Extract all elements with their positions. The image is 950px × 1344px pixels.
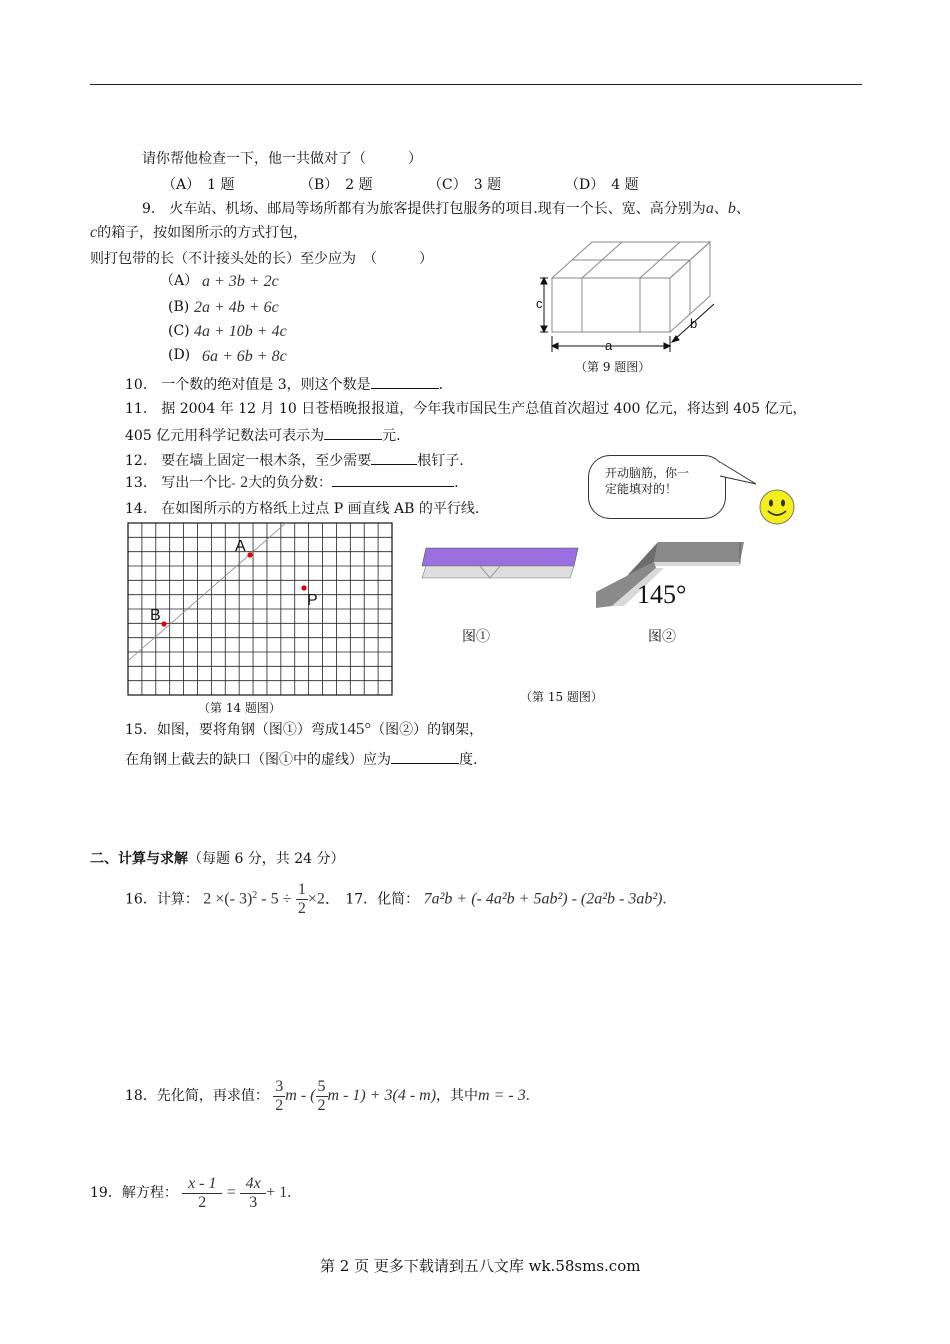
q9-text: 9. 火车站、机场、邮局等场所都有为旅客提供打包服务的项目.现有一个长、宽、高分别为: [142, 201, 706, 217]
q8-tail: 请你帮他检查一下，他一共做对了（ ）: [142, 151, 422, 167]
q9-option-c-expr: 4a + 10b + 4c: [194, 323, 287, 340]
q15-fig2-label: 图②: [648, 629, 676, 645]
q9-var-b: b: [727, 200, 736, 217]
q9-caption: （第 9 题图）: [575, 360, 651, 374]
q16-label: 16．计算：: [125, 891, 199, 908]
q9-option-b-expr: 2a + 4b + 6c: [194, 299, 279, 316]
q9-box-figure: [520, 236, 720, 366]
q15-inline-angle: 145°: [338, 719, 372, 738]
q19-tail: + 1.: [266, 1184, 292, 1201]
q11-line1: 11. 据 2004 年 12 月 10 日苍梧晚报报道，今年我市国民生产总值首次超过 400 亿元，将达到 405 亿元，: [125, 401, 807, 417]
q18-row: [125, 1074, 530, 1118]
q9-line1: [142, 200, 750, 218]
q8-option-d: （D） 4 题: [565, 177, 639, 193]
q18-part2: m - 1) + 3(4 - m): [327, 1087, 437, 1104]
q12-end: 根钉子.: [417, 453, 464, 469]
section2-title: 二、计算与求解: [90, 851, 188, 867]
q11-text: 405 亿元用科学记数法可表示为: [125, 428, 325, 444]
q18-f2-num: 5: [317, 1077, 326, 1095]
q18-cond: m = - 3: [478, 1087, 526, 1104]
q10-answer-blank[interactable]: [371, 374, 439, 389]
point-b: [161, 621, 166, 626]
header-rule: [90, 84, 862, 85]
q19-l-num: x - 1: [182, 1175, 222, 1194]
q14-label-a: A: [235, 538, 246, 555]
q15-caption: （第 15 题图）: [520, 690, 603, 704]
q9-sep2: 、: [735, 201, 750, 217]
q18-label: 18．先化简，再求值：: [125, 1088, 269, 1104]
point-a: [247, 552, 252, 557]
q17-expr: 7a²b + (- 4a²b + 5ab²) - (2a²b - 3ab²): [423, 890, 663, 908]
q16-fraction: [296, 881, 308, 918]
q9-option-d-expr: 6a + 6b + 8c: [202, 348, 287, 365]
speech-bubble-tail: [718, 458, 758, 488]
section2-heading: [90, 848, 345, 868]
q18-frac1: [273, 1078, 285, 1115]
q18-mid: ，其中: [436, 1088, 479, 1104]
q8-option-b: （B） 2 题: [300, 177, 373, 193]
q19-l-den: 2: [198, 1193, 207, 1211]
q14-label-p: P: [307, 592, 318, 609]
q13-post: 大的负分数：: [248, 475, 333, 491]
footer-text: 第 2 页 更多下载请到五八文库 wk.58sms.com: [320, 1257, 641, 1275]
q10-end: .: [438, 377, 444, 393]
q14-grid-figure: [127, 522, 393, 696]
q14-caption: （第 14 题图）: [198, 701, 281, 715]
q17-label: 17．化简：: [345, 891, 420, 908]
q9-var-c: c: [90, 224, 98, 241]
q18-f2-den: 2: [317, 1096, 326, 1114]
q9-line2: [90, 224, 307, 242]
q9-option-d-label: (D): [168, 347, 191, 363]
smiley-icon: [758, 488, 796, 526]
q18-part1: m - (: [285, 1087, 316, 1104]
q13-pre: 13. 写出一个比: [125, 475, 232, 491]
q9-sep1: 、: [713, 201, 728, 217]
q9-var-a: a: [705, 200, 714, 217]
q15-post: （图②）的钢架，: [371, 722, 484, 738]
q15-line2: [125, 749, 477, 769]
q19-row: [90, 1171, 291, 1215]
q19-r-num: 4x: [240, 1175, 266, 1194]
q10-text: 10. 一个数的绝对值是 3，则这个数是: [125, 377, 371, 393]
q13-num: 2: [240, 474, 249, 491]
q10: [125, 374, 443, 394]
q16-frac-den: 2: [297, 900, 306, 918]
bubble-line2: 定能填对的！: [605, 482, 678, 496]
q19-label: 19．解方程：: [90, 1185, 178, 1201]
q14-label-b: B: [150, 607, 161, 624]
q19-r-den: 3: [249, 1193, 258, 1211]
q18-f1-num: 3: [275, 1077, 284, 1095]
q11-end: 元.: [382, 428, 401, 444]
q15-pre: 15．如图，要将角钢（图①）弯成: [125, 722, 339, 738]
q16-frac-num: 1: [297, 881, 306, 899]
q16-expr-b: - 5 ÷: [257, 890, 292, 908]
q9-line2-text: 的箱子，按如图所示的方式打包，: [97, 225, 308, 241]
q11-answer-blank[interactable]: [324, 425, 382, 440]
q19-left-frac: [182, 1175, 222, 1212]
q12-text: 12. 要在墙上固定一根木条，至少需要: [125, 453, 372, 469]
point-p: [301, 585, 306, 590]
q9-line3: 则打包带的长（不计接头处的长）至少应为 （ ）: [90, 251, 433, 267]
q16-exp: 2: [252, 890, 258, 901]
q15-figure1: [420, 544, 582, 582]
q13: [125, 472, 459, 492]
q18-frac2: [316, 1078, 328, 1115]
q13-answer-blank[interactable]: [332, 472, 454, 487]
q8-option-a: （A） 1 题: [162, 177, 235, 193]
section2-note: （每题 6 分，共 24 分）: [188, 851, 345, 867]
q18-f1-den: 2: [275, 1096, 284, 1114]
q9-label-c: c: [536, 296, 543, 311]
q15-end: 度.: [459, 752, 478, 768]
q9-option-c-label: (C): [168, 323, 190, 339]
q15-fig1-label: 图①: [462, 629, 490, 645]
q15-answer-blank[interactable]: [391, 749, 459, 764]
q13-minus: -: [231, 475, 236, 490]
q16-expr-a: 2 ×(- 3): [203, 890, 253, 908]
q9-option-b-label: (B): [168, 299, 190, 315]
q15-angle-label: 145°: [637, 580, 687, 609]
q9-label-a: a: [605, 338, 613, 353]
q16-expr-c: ×2．: [307, 890, 341, 908]
q15-line2-text: 在角钢上截去的缺口（图①中的虚线）应为: [125, 752, 391, 768]
q11-line2: [125, 425, 401, 445]
q9-label-b: b: [690, 316, 698, 331]
q17-end: .: [662, 890, 667, 908]
q9-option-a-expr: a + 3b + 2c: [202, 273, 279, 290]
q19-eq: =: [226, 1184, 236, 1201]
q8-option-c: （C） 3 题: [428, 177, 502, 193]
q15-line1: [125, 720, 483, 739]
q9-option-a-label: （A）: [160, 273, 199, 289]
bubble-line1: 开动脑筋，你一: [605, 466, 690, 480]
q19-right-frac: [240, 1175, 266, 1212]
q12-answer-blank[interactable]: [371, 450, 417, 465]
q12: [125, 450, 464, 470]
q18-end: .: [525, 1087, 530, 1104]
q14-text: 14. 在如图所示的方格纸上过点 P 画直线 AB 的平行线.: [125, 501, 480, 517]
q16-q17-row: [125, 874, 667, 922]
q13-end: .: [454, 475, 459, 491]
